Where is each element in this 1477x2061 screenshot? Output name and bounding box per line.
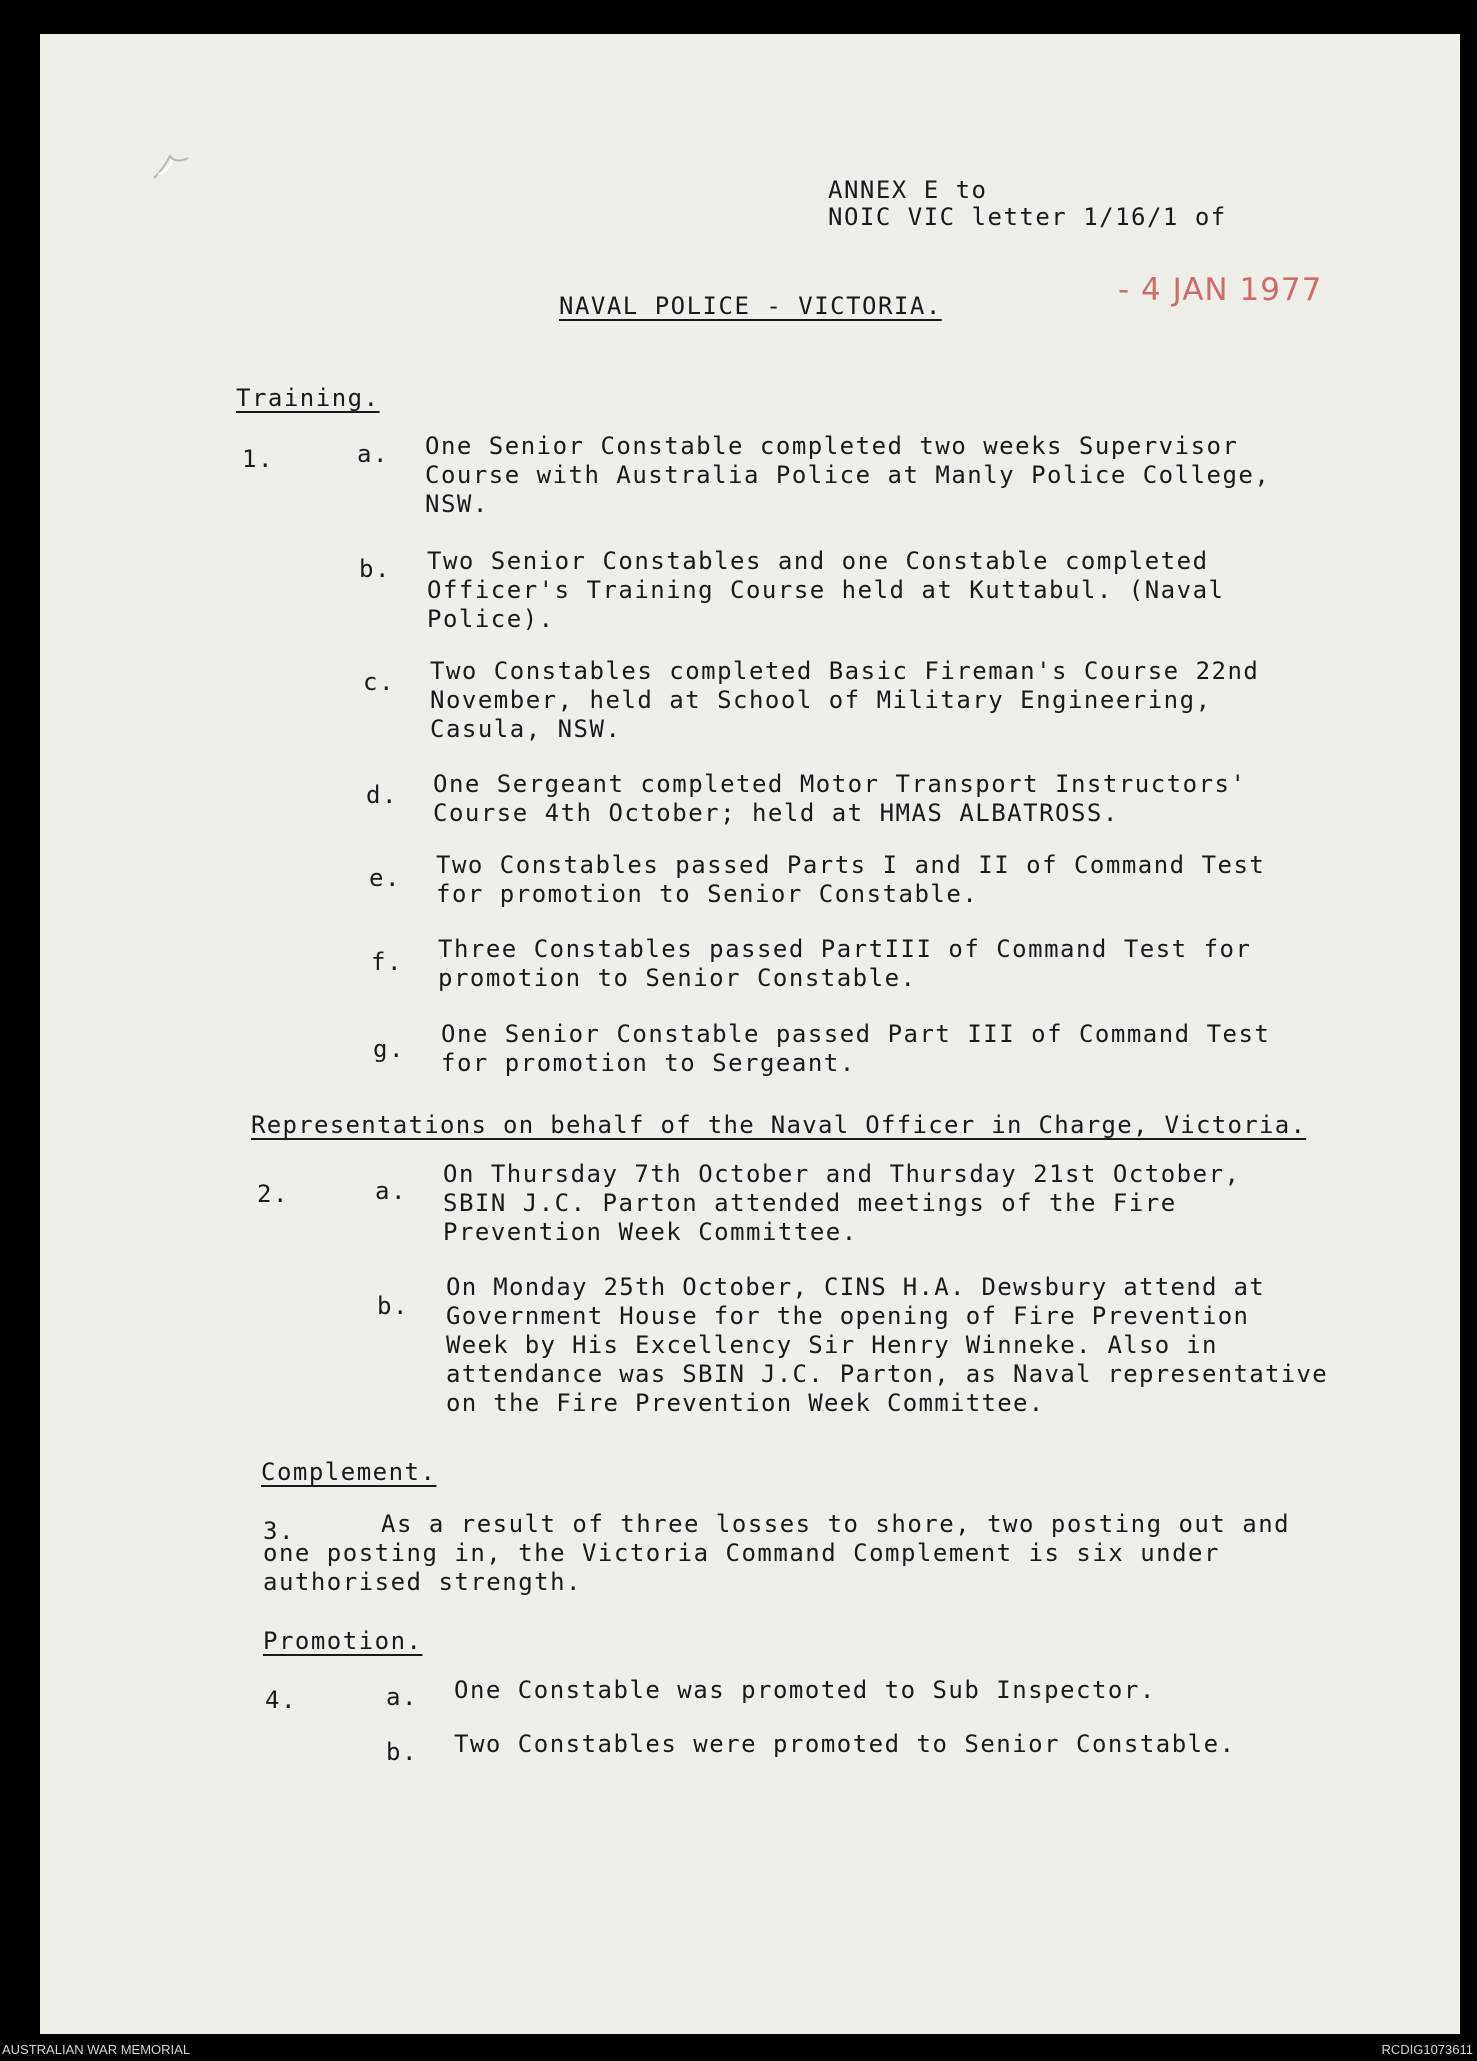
item-letter: g.: [373, 1035, 405, 1063]
paper-crease-mark: [150, 148, 192, 184]
paragraph-number-2: 2.: [257, 1180, 289, 1208]
item-letter: a.: [357, 440, 389, 468]
section-heading-complement: Complement.: [261, 1458, 437, 1486]
training-item-f: Three Constables passed PartIII of Command Test for promotion to Senior Constable.: [438, 935, 1252, 992]
item-letter: d.: [366, 781, 398, 809]
training-item-e: Two Constables passed Parts I and II of Command Test for promotion to Senior Constable.: [436, 851, 1266, 908]
complement-paragraph-continued: one posting in, the Victoria Command Complement is six under authorised strength.: [263, 1539, 1220, 1596]
promotion-item-a: One Constable was promoted to Sub Inspector.: [454, 1676, 1156, 1704]
training-item-a: One Senior Constable completed two weeks Supervisor Course with Australia Police at Manly Police College, NSW.: [425, 432, 1271, 518]
item-letter: b.: [359, 555, 391, 583]
item-letter: a.: [386, 1683, 418, 1711]
annex-line-2: NOIC VIC letter 1/16/1 of: [828, 203, 1227, 231]
item-letter: c.: [363, 668, 395, 696]
training-item-d: One Sergeant completed Motor Transport Instructors' Course 4th October; held at HMAS ALBATROSS.: [433, 770, 1247, 827]
item-letter: b.: [386, 1738, 418, 1766]
item-letter: f.: [371, 948, 403, 976]
page-title: NAVAL POLICE - VICTORIA.: [559, 292, 942, 320]
promotion-item-b: Two Constables were promoted to Senior Constable.: [454, 1730, 1236, 1758]
section-heading-training: Training.: [236, 384, 380, 412]
footer-record-id: RCDIG1073611: [1381, 2042, 1473, 2057]
section-heading-promotion: Promotion.: [263, 1627, 423, 1655]
annex-line-1: ANNEX E to: [828, 176, 988, 204]
representations-item-b: On Monday 25th October, CINS H.A. Dewsbury attend at Government House for the opening of Fire Prevention Week by His Excellency Sir Henry Winneke. Also in attendance was SBIN J.C. Parton, as Naval representative on the Fire Prevention Week Committee.: [446, 1273, 1328, 1417]
training-item-b: Two Senior Constables and one Constable completed Officer's Training Course held at Kuttabul. (Naval Police).: [427, 547, 1225, 633]
training-item-g: One Senior Constable passed Part III of Command Test for promotion to Sergeant.: [441, 1020, 1271, 1077]
footer-archive-name: AUSTRALIAN WAR MEMORIAL: [2, 2042, 191, 2057]
paragraph-number-1: 1.: [242, 445, 274, 473]
representations-item-a: On Thursday 7th October and Thursday 21st October, SBIN J.C. Parton attended meetings of the Fire Prevention Week Committee.: [443, 1160, 1241, 1246]
item-letter: a.: [375, 1177, 407, 1205]
paragraph-number-4: 4.: [265, 1686, 297, 1714]
item-letter: e.: [369, 864, 401, 892]
training-item-c: Two Constables completed Basic Fireman's Course 22nd November, held at School of Military Engineering, Casula, NSW.: [430, 657, 1260, 743]
date-stamp: - 4 JAN 1977: [1118, 272, 1323, 308]
complement-paragraph-line-1: As a result of three losses to shore, two posting out and: [381, 1510, 1291, 1538]
section-heading-representations: Representations on behalf of the Naval Officer in Charge, Victoria.: [251, 1111, 1307, 1139]
item-letter: b.: [377, 1292, 409, 1320]
paragraph-number-3: 3.: [263, 1517, 295, 1545]
